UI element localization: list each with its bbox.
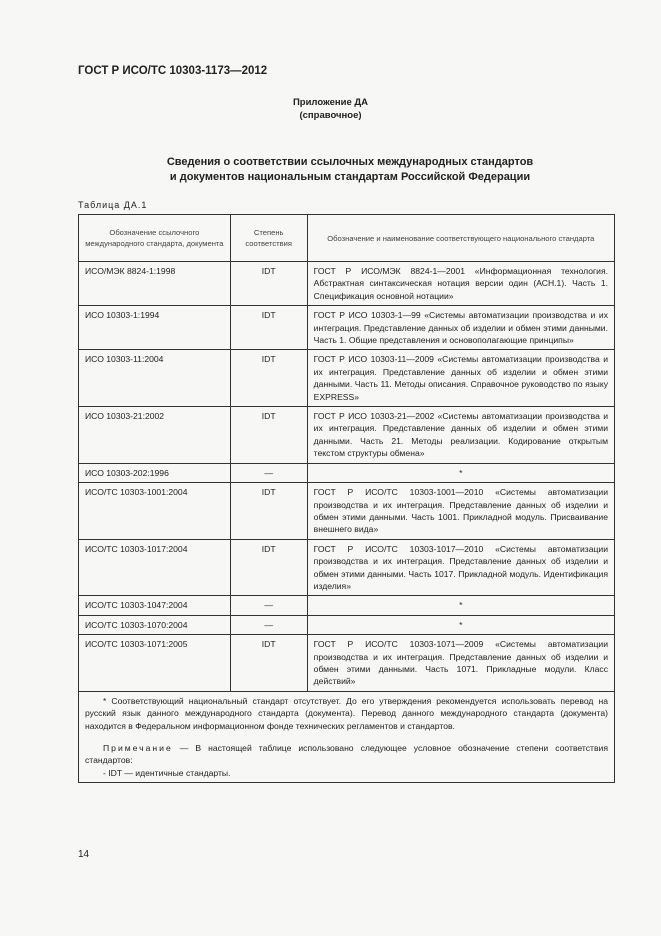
cell-national-standard: ГОСТ Р ИСО 10303-1—99 «Системы автоматизации производства и их интеграция. Представление данных об изделии и обмен этими данными. Часть 1. Общие представления и основополагающие принципы» bbox=[307, 306, 614, 350]
cell-international-standard: ИСО/ТС 10303-1071:2005 bbox=[79, 635, 231, 692]
cell-degree: IDT bbox=[230, 306, 307, 350]
table-header-row bbox=[79, 215, 615, 262]
table-notes bbox=[79, 691, 615, 782]
table-row bbox=[79, 483, 615, 540]
cell-national-standard: ГОСТ Р ИСО/ТС 10303-1001—2010 «Системы автоматизации производства и их интеграция. Представление данных об изделии и обмен этими данными. Часть 1001. Прикладной модуль. Присваивание внешнего вида» bbox=[307, 483, 614, 540]
cell-international-standard: ИСО 10303-1:1994 bbox=[79, 306, 231, 350]
note bbox=[85, 742, 608, 767]
note-item: - IDT — идентичные стандарты. bbox=[103, 767, 231, 778]
header-degree-of-correspondence: Степень соответствия bbox=[230, 215, 307, 262]
cell-national-standard: ГОСТ Р ИСО/ТС 10303-1071—2009 «Системы автоматизации производства и их интеграция. Представление данных об изделии и обмен этими данными. Часть 1071. Прикладные модули. Класс действий» bbox=[307, 635, 614, 692]
cell-degree: — bbox=[230, 615, 307, 634]
appendix-subtitle: (справочное) bbox=[299, 110, 362, 121]
footnote: * Соответствующий национальный стандарт отсутствует. До его утверждения рекомендуется использовать перевод на русский язык данного международного стандарта (документа). Перевод данного международного стандарта (документа) находится в Федеральном информационном фонде технических регламентов и стандартов. bbox=[85, 695, 608, 731]
cell-degree: — bbox=[230, 463, 307, 482]
section-title-line-2: и документов национальным стандартам Российской Федерации bbox=[169, 171, 531, 183]
cell-national-standard: * bbox=[307, 463, 614, 482]
cell-national-standard: ГОСТ Р ИСО 10303-11—2009 «Системы автоматизации производства и их интеграция. Представление данных об изделии и обмен этими данными. Часть 11. Методы описания. Справочное руководство по языку EXPRESS» bbox=[307, 350, 614, 407]
table-row bbox=[79, 635, 615, 692]
note-label: Примечание bbox=[103, 743, 173, 753]
cell-degree: IDT bbox=[230, 635, 307, 692]
section-title bbox=[0, 155, 661, 185]
header-national-standard: Обозначение и наименование соответствующего национального стандарта bbox=[307, 215, 614, 262]
cell-degree: — bbox=[230, 596, 307, 615]
correspondence-table bbox=[78, 214, 615, 783]
header-international-standard: Обозначение ссылочного международного стандарта, документа bbox=[79, 215, 231, 262]
appendix-heading bbox=[0, 96, 661, 122]
note-text: — В настоящей таблице использовано следующее условное обозначение степени соответствия стандартов: bbox=[85, 743, 608, 766]
cell-degree: IDT bbox=[230, 262, 307, 306]
cell-international-standard: ИСО/МЭК 8824-1:1998 bbox=[79, 262, 231, 306]
cell-national-standard: ГОСТ Р ИСО 10303-21—2002 «Системы автоматизации производства и их интеграция. Представление данных об изделии и обмен этими данными. Часть 21. Методы реализации. Кодирование открытым текстом структуры обмена» bbox=[307, 407, 614, 464]
table-row bbox=[79, 262, 615, 306]
table-row bbox=[79, 407, 615, 464]
cell-international-standard: ИСО/ТС 10303-1047:2004 bbox=[79, 596, 231, 615]
cell-international-standard: ИСО/ТС 10303-1017:2004 bbox=[79, 539, 231, 596]
section-title-line-1: Сведения о соответствии ссылочных международных стандартов bbox=[166, 156, 534, 168]
table-row bbox=[79, 596, 615, 615]
cell-degree: IDT bbox=[230, 539, 307, 596]
cell-degree: IDT bbox=[230, 483, 307, 540]
document-designation: ГОСТ Р ИСО/ТС 10303-1173—2012 bbox=[78, 65, 268, 77]
cell-international-standard: ИСО/ТС 10303-1001:2004 bbox=[79, 483, 231, 540]
cell-international-standard: ИСО/ТС 10303-1070:2004 bbox=[79, 615, 231, 634]
cell-international-standard: ИСО 10303-11:2004 bbox=[79, 350, 231, 407]
cell-national-standard: * bbox=[307, 596, 614, 615]
table-row bbox=[79, 350, 615, 407]
cell-degree: IDT bbox=[230, 407, 307, 464]
cell-degree: IDT bbox=[230, 350, 307, 407]
cell-international-standard: ИСО 10303-21:2002 bbox=[79, 407, 231, 464]
table-row bbox=[79, 463, 615, 482]
table-row bbox=[79, 539, 615, 596]
appendix-title: Приложение ДА bbox=[292, 97, 369, 108]
cell-national-standard: ГОСТ Р ИСО/МЭК 8824-1—2001 «Информационная технология. Абстрактная синтаксическая нотация версии один (АСН.1). Часть 1. Спецификация основной нотации» bbox=[307, 262, 614, 306]
table-notes-row bbox=[79, 691, 615, 782]
table-row bbox=[79, 306, 615, 350]
table-caption: Таблица ДА.1 bbox=[78, 200, 148, 210]
page-number: 14 bbox=[78, 849, 90, 860]
cell-international-standard: ИСО 10303-202:1996 bbox=[79, 463, 231, 482]
cell-national-standard: * bbox=[307, 615, 614, 634]
table-row bbox=[79, 615, 615, 634]
cell-national-standard: ГОСТ Р ИСО/ТС 10303-1017—2010 «Системы автоматизации производства и их интеграция. Представление данных об изделии и обмен этими данными. Часть 1017. Прикладной модуль. Идентификация изделия» bbox=[307, 539, 614, 596]
